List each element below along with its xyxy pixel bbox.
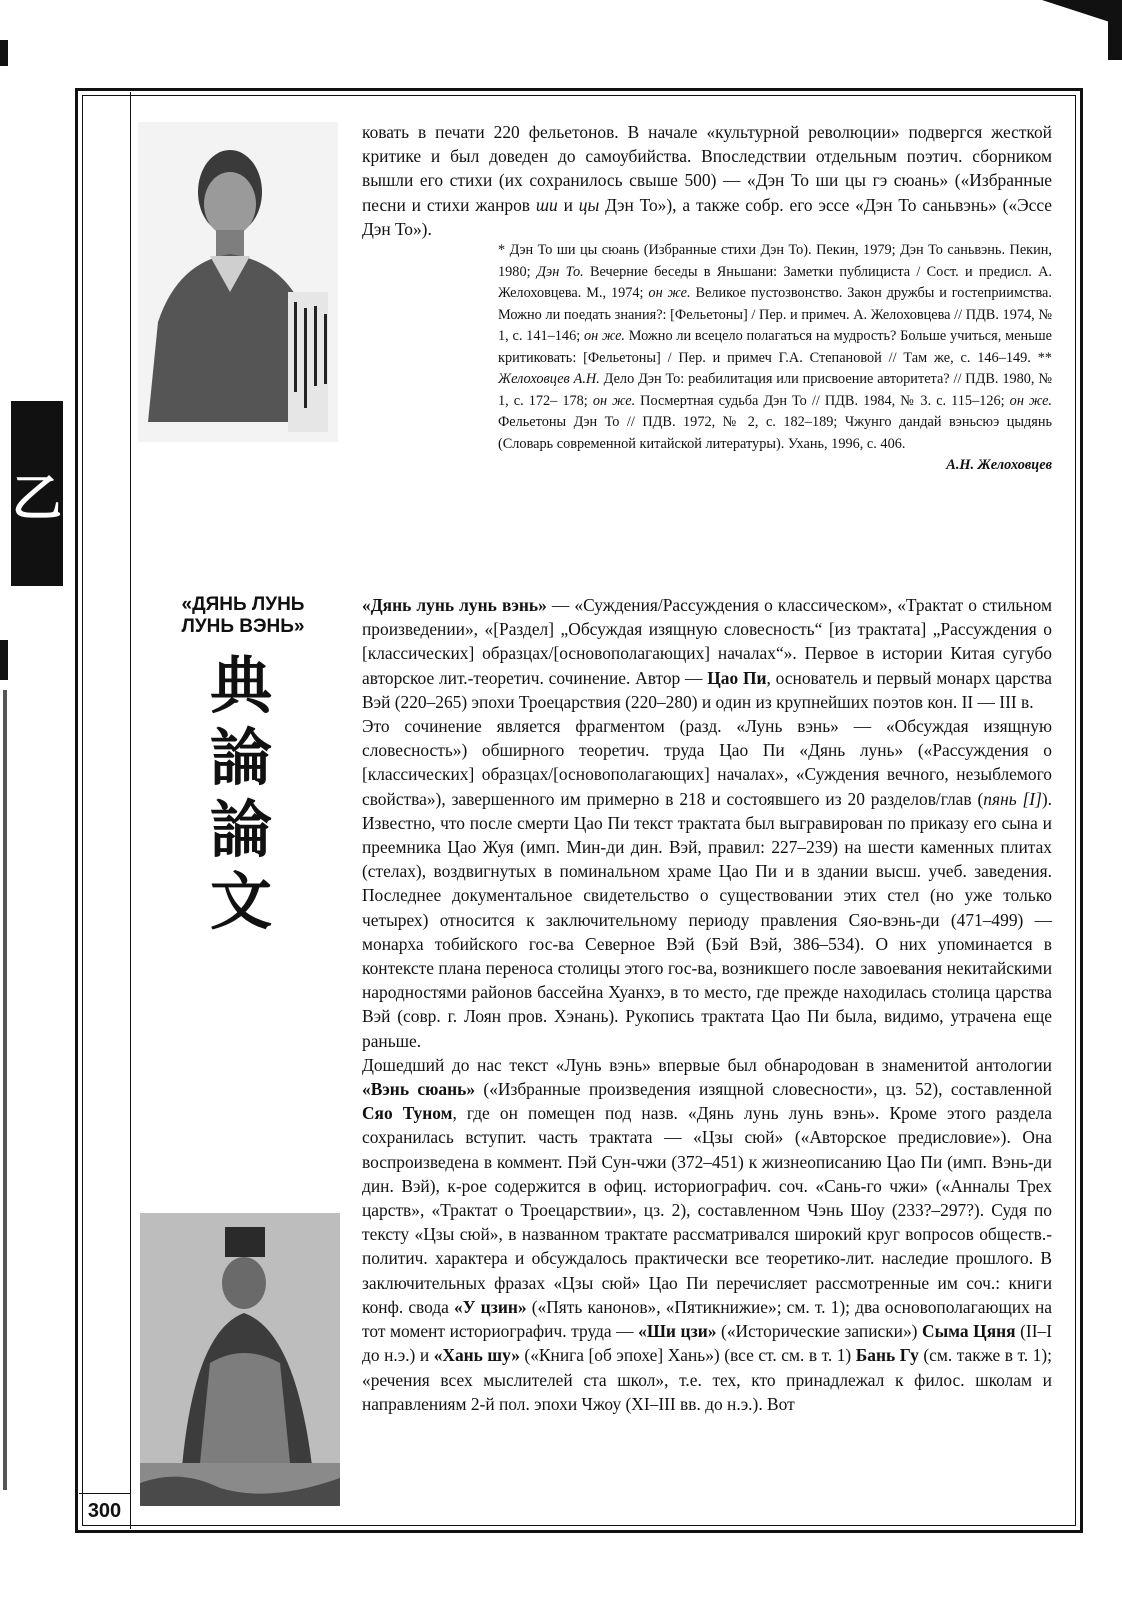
- main-article: [362, 593, 1052, 1416]
- term-tsy: цы: [578, 194, 600, 215]
- scan-edge-mark: [3, 690, 7, 1490]
- cjk-char: 論: [209, 793, 272, 866]
- entry-heading-line: ЛУНЬ ВЭНЬ»: [181, 616, 305, 637]
- cjk-char: 文: [209, 865, 272, 938]
- bibliography-block: [498, 240, 1052, 477]
- scan-edge-mark: [0, 640, 8, 680]
- fragment-text: и: [557, 194, 579, 215]
- page-number: [79, 1493, 131, 1529]
- entry-cjk-title: [196, 650, 286, 938]
- cjk-char: 典: [209, 649, 272, 722]
- fragment-text: ковать в печати 220 фельетонов. В начале «культурной революции» подвергся жесткой критике и был доведен до самоубийства. Впоследствии отдельным поэтич. сборником вышли его стихи (их сохранилось свыше 500) — «Дэн То ши цы гэ сюань» («Избранные песни и стихи жанров: [362, 122, 1052, 215]
- term-shi: ши: [535, 194, 558, 215]
- cjk-char: 論: [209, 721, 272, 794]
- bibliography-text: * Дэн То ши цы сюань (Избранные стихи Дэн То). Пекин, 1979; Дэн То саньвэнь. Пекин, 1980; Дэн То. Вечерние беседы в Яньшани: Заметки публициста / Сост. и предисл. А. Желоховцева. М., 1974; он же. Великое пустозвонство. Закон дружбы и гостеприимства. Можно ли поедать знания?: [Фельетоны] / Пер. и примеч. А. Желоховцева // ПДВ. 1974, № 1, с. 141–146; он же. Можно ли всецело полагаться на мудрость? Больше учиться, меньше критиковать: [Фельетоны] / Пер. и примеч Г.А. Степановой // Там же, с. 146–149. ** Желоховцев А.Н. Дело Дэн То: реабилитация или присвоение авторитета? // ПДВ. 1980, № 1, с. 172– 178; он же. Посмертная судьба Дэн То // ПДВ. 1984, № 3. с. 115–126; он же. Фельетоны Дэн То // ПДВ. 1972, № 2, с. 182–189; Чжунго дандай вэньсюэ цыдянь (Словарь современной китайской литературы). Ухань, 1996, с. 406.: [498, 242, 1052, 452]
- thumb-index-char: 乙: [12, 468, 62, 527]
- portrait-photo: [138, 122, 338, 442]
- article-paragraph: Это сочинение является фрагментом (разд. «Лунь вэнь» — «Обсуждая изящную словесность») обширного теоретич. труда Цао Пи «Дянь лунь» («Рассуждения о [классических] образцах/[основополагающих] началах», «Суждения вечного, незыблемого свойства»), завершенного им примерно в 218 и состоявшего из 20 разделов/глав (пянь [I]). Известно, что после смерти Цао Пи текст трактата был выгравирован по приказу его сына и преемника Цао Жуя (имп. Мин-ди дин. Вэй, правил: 227–239) на шести каменных плитах (стелах), воздвигнутых в поминальном храме Цао Пи и в здании высш. учеб. заведения. Последнее документальное свидетельство о существовании этих стел (но уже только четырех) относится к заключительному периоду правления Сяо-вэнь-ди (471–499) — монарха тобийского гос-ва Северное Вэй (Бэй Вэй, 386–534). О них упоминается в контексте плана переноса столицы этого гос-ва, возникшего после завоевания некитайскими народностями районов бассейна Хуанхэ, в то место, где прежде находилась столица царства Вэй (совр. г. Лоян пров. Хэнань). Рукопись трактата Цао Пи была, видимо, утрачена еще раньше.: [362, 716, 1052, 1051]
- fragment-text: Дэн То»), а также собр. его эссе «Дэн То саньвэнь» («Эссе Дэн То»).: [362, 194, 1052, 239]
- margin-column-rule: [130, 92, 131, 1528]
- page-number-text: 300: [87, 1500, 122, 1522]
- thumb-index-tab: [11, 401, 63, 586]
- article-author: А.Н. Желоховцев: [946, 457, 1052, 473]
- cao-pi-portrait-painting: [140, 1213, 340, 1506]
- entry-heading: [143, 594, 343, 638]
- article-paragraph: «Дянь лунь лунь вэнь» — «Суждения/Рассуждения о классическом», «Трактат о стильном произведении», «[Раздел] „Обсуждая изящную словесность“ [из трактата] „Рассуждения о [классических] образцах/[основополагающих] началах“». Первое в истории Китая сугубо авторское лит.-теоретич. сочинение. Автор — Цао Пи, основатель и первый монарх царства Вэй (220–265) эпохи Троецарствия (220–280) и один из крупнейших поэтов кон. II — III в.: [362, 595, 1053, 712]
- previous-article-fragment: [362, 120, 1052, 241]
- entry-heading-line: «ДЯНЬ ЛУНЬ: [181, 594, 305, 615]
- page-edge-bar: [1108, 0, 1122, 60]
- scan-edge-mark: [0, 40, 8, 66]
- article-paragraph: Дошедший до нас текст «Лунь вэнь» впервые был обнародован в знаменитой антологии «Вэнь сюань» («Избранные произведения изящной словесности», цз. 52), составленной Сяо Туном, где он помещен под назв. «Дянь лунь лунь вэнь». Кроме этого раздела сохранилась вступит. часть трактата — «Цзы сюй» («Авторское предисловие»). Она воспроизведена в коммент. Пэй Сун-чжи (372–451) к жизнеописанию Цао Пи (имп. Вэнь-ди дин. Вэй), к-рое содержится в офиц. историографич. соч. «Сань-го чжи» («Анналы Трех царств», «Трактат о Троецарствии», цз. 2), составленном Чэнь Шоу (233?–297?). Судя по тексту «Цзы сюй», в названном трактате рассматривался широкий круг вопросов обществ.-политич. характера и обсуждалось практически все теоретико-лит. наследие прошлого. В заключительных фразах «Цзы сюй» Цао Пи перечисляет рассмотренные им соч.: книги конф. свода «У цзин» («Пять канонов», «Пятикнижие»; см. т. 1); два основополагающих на тот момент историографич. труда — «Ши цзи» («Исторические записки») Сыма Цяня (II–I до н.э.) и «Хань шу» («Книга [об эпохе] Хань») (все ст. см. в т. 1) Бань Гу (см. также в т. 1); «речения всех мыслителей ста школ», т.е. тех, кто принадлежал к филос. школам и направлениям 2-й пол. эпохи Чжоу (XI–III вв. до н.э.). Вот: [362, 1054, 1052, 1414]
